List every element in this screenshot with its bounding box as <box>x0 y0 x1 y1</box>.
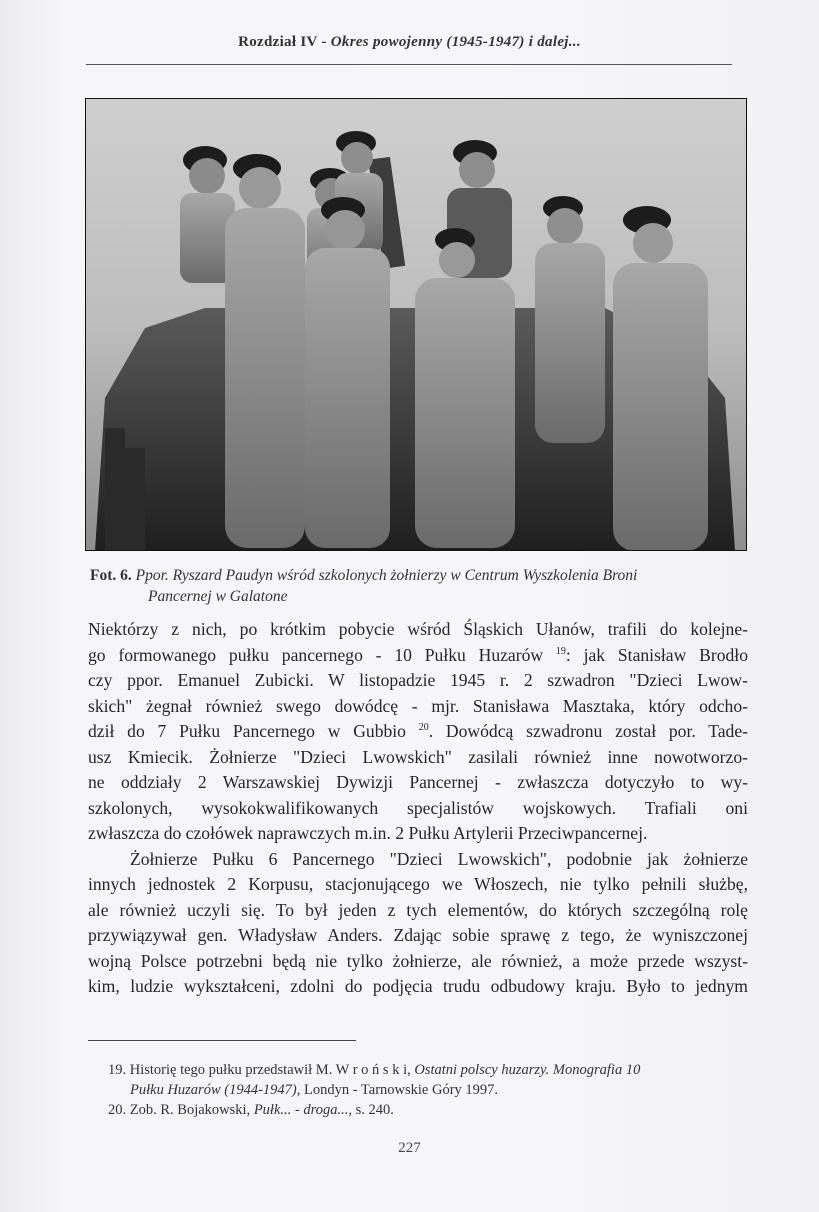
body-line: zwłaszcza do czołówek naprawczych m.in. 2 Pułku Artylerii Przeciwpancernej. <box>88 823 648 843</box>
body-line-text: dził do 7 Pułku Pancernego w Gubbio <box>88 721 406 741</box>
body-line: przywiązywał gen. Władysław Anders. Zdając sobie sprawę z tego, że wyniszczonej <box>88 925 748 945</box>
body-line: czy ppor. Emanuel Zubicki. W listopadzie 1945 r. 2 szwadron "Dzieci Lwow- <box>88 670 748 690</box>
body-line: Niektórzy z nich, po krótkim pobycie wśród Śląskich Ułanów, trafili do kolejne- <box>88 619 748 639</box>
caption-line-2: Pancernej w Galatone <box>148 588 288 605</box>
footnote-ref-19[interactable]: 19 <box>555 645 566 657</box>
footnote-rule <box>88 1040 356 1041</box>
chapter-subtitle: Okres powojenny (1945-1947) i dalej... <box>330 34 581 50</box>
body-line: kim, ludzie wykształceni, zdolni do podjęcia trudu odbudowy kraju. Było to jednym <box>88 976 748 996</box>
body-line-text: go formowanego pułku pancernego - 10 Pułku Huzarów <box>88 644 544 665</box>
body-line-tail: . Dowódcą szwadronu został por. Tade- <box>428 721 748 741</box>
footnote-text: 19. Historię tego pułku przedstawił <box>108 1062 313 1078</box>
footnote-publisher: Londyn - Tarnowskie Góry 1997. <box>304 1082 499 1098</box>
body-line-tail: : jak Stanisław Brodło <box>565 644 748 665</box>
footnote-19-cont <box>108 1080 758 1100</box>
running-head-separator: - <box>317 34 331 50</box>
body-line: ale również uczyli się. To był jeden z tych elementów, do których szczególną rolę <box>88 899 748 920</box>
footnote-title: Pułk... - droga..., <box>253 1102 352 1118</box>
footnote-page: s. 240. <box>355 1102 394 1118</box>
body-line: skich" żegnał również swego dowódcę - mjr. Stanisława Masztaka, który odcho- <box>88 695 748 716</box>
body-line: ne oddziały 2 Warszawskiej Dywizji Pancernej - zwłaszcza dotyczyło to wy- <box>88 772 748 792</box>
body-line: wojną Polsce potrzebni będą nie tylko żołnierze, ale również, a może przede wszyst- <box>88 950 748 971</box>
photo-illustration <box>85 98 747 551</box>
photograph-soldiers-on-tank <box>85 98 747 551</box>
footnote-title: Ostatni polscy huzarzy. Monografia 10 <box>414 1062 641 1078</box>
caption-label: Fot. 6. <box>90 567 132 584</box>
footnote-author: M. W r o ń s k i, <box>315 1062 411 1078</box>
footnote-ref-20[interactable]: 20 <box>418 722 429 734</box>
body-line <box>88 719 748 745</box>
footnote-19 <box>108 1060 758 1080</box>
header-rule <box>86 64 732 65</box>
body-line <box>88 643 748 669</box>
page-number: 227 <box>398 1140 421 1156</box>
running-head <box>0 34 819 51</box>
body-line: szkolonych, wysokokwalifikowanych specjalistów wojskowych. Trafiali oni <box>88 797 748 818</box>
body-line: Żołnierze Pułku 6 Pancernego "Dzieci Lwowskich", podobnie jak żołnierze <box>130 848 748 869</box>
chapter-label: Rozdział IV <box>238 34 318 50</box>
footnote-20 <box>108 1100 758 1120</box>
body-line: usz Kmiecik. Żołnierze "Dzieci Lwowskich" zasilali również inne nowotworzo- <box>88 746 748 767</box>
footnote-text: 20. Zob. R. Bojakowski, <box>108 1102 251 1118</box>
body-text <box>88 617 748 1000</box>
photo-caption <box>90 565 760 607</box>
footnote-title: Pułku Huzarów (1944-1947), <box>130 1082 301 1098</box>
body-line: innych jednostek 2 Korpusu, stacjonującego we Włoszech, nie tylko pełnili służbę, <box>88 874 748 894</box>
footnotes <box>108 1060 758 1120</box>
caption-line-1: Ppor. Ryszard Paudyn wśród szkolonych żołnierzy w Centrum Wyszkolenia Broni <box>135 567 638 584</box>
